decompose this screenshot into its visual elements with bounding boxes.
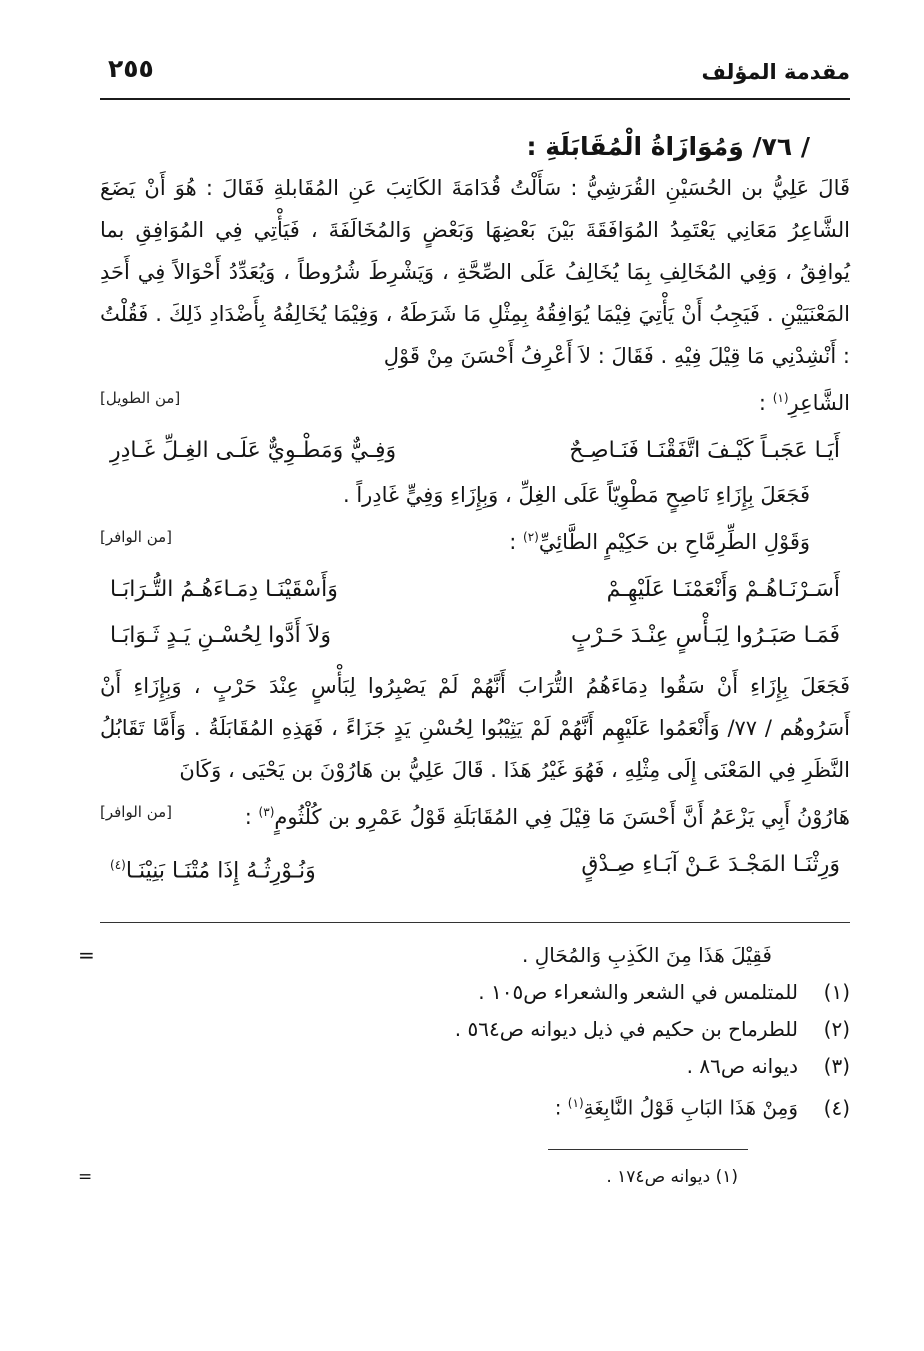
first-hemistich: أَسَـرْنَـاهُـمْ وَأَنْعَمْنَـا عَلَيْهِـمْ [606,577,840,602]
verse-intro-2 [100,516,850,563]
footnote-ref: (١) [772,391,789,405]
footnote-ref: (٣) [258,805,275,819]
text-line: فَجَعَلَ بِإِزَاءِ أَنْ سَقُوا دِمَاءَهُمُ التُّرَابَ أَنَّهُمْ لَمْ يَصْبِرُوا لِبَأْسٍ عِنْدَ حَرْبٍ ، وَبِإِزَاءِ أَنْ [100,674,850,698]
first-hemistich: فَمَـا صَبَـرُوا لِبَـأْسٍ عِنْـدَ حَـرْبٍ [571,623,840,648]
verse-commentary-1: فَجَعَلَ بِإِزَاءِ نَاصِحٍ مَطْوِيّاً عَلَى الغِلِّ ، وَبِإِزَاءِ وَفِيٍّ غَادِراً . [342,483,810,507]
first-hemistich: أَيَـا عَجَبـاً كَيْـفَ اتَّفَقْنَـا فَنَـاصِـحٌ [569,438,840,463]
text-line: تَقَابُلُ النَّظَرِ فِي المَعْنَى إِلَى مِثْلِهِ ، فَهُوَ غَيْرُ هَذَا . قَالَ عَلِيُّ بن هَارُوْنَ بن يَحْيَى ، وَكَانَ [100,716,850,782]
verse-line [100,567,850,613]
footnote-ref: (٤) [110,858,126,872]
continuation-mark: = [78,943,95,968]
second-hemistich: وَأَسْقَيْنَـا دِمَـاءَهُـمُ التُّـرَابَـا [110,577,338,602]
continuation-text: فَقِيْلَ هَذَا مِنَ الكَذِبِ وَالمُحَالِ . [522,943,772,968]
footnote-number: (٢) [823,1017,850,1042]
sub-footnote [78,1160,850,1194]
paragraph-2 [100,665,850,791]
verse-line [100,842,850,894]
footnote [100,1085,850,1127]
intro-text: هَارُوْنُ أَبِي يَزْعَمُ أَنَّ أَحْسَنَ مَا قِيْلَ فِي المُقَابَلَةِ قَوْلُ عَمْرِو بن كُلْثُومٍ [274,805,850,829]
footnote-text: للمتلمس في الشعر والشعراء ص١٠٥ . [478,980,798,1005]
footnote-number: (٣) [823,1054,850,1079]
intro-colon: : [244,805,259,829]
text-line: أَحْوَالاً فِي أَحَدِ المَعْنَيَيْنِ . فَيَجِبُ أَنْ يَأْتِيَ فِيْمَا يُوَافِقُهُ بِمِثْلِ مَا شَرَطَهُ ، وَفِيْمَا يُخَالِفُهُ [100,260,850,326]
page-header [100,48,850,100]
running-title: مقدمة المؤلف [701,60,850,84]
footnote-number: (٤) [823,1095,850,1120]
paragraph-1 [100,167,850,377]
text-line: أَسَرُوهُم / ٧٧/ وَأَنْعَمُوا عَلَيْهِم أَنَّهُمْ لَمْ يَثِيْبُوا لِحُسْنِ يَدٍ جَزَاءً ، فَهَذِهِ المُقَابَلَةُ . وَأَمَّا [152,716,850,740]
second-hemistich: وَلاَ أَدَّوا لِحُسْـنِ يَـدٍ ثَـوَابَـا [110,623,331,648]
first-hemistich: وَرِثْنَـا المَجْـدَ عَـنْ آبَـاءِ صِـدْقٍ [581,852,840,877]
footnote [100,974,850,1011]
verse-line [100,613,850,659]
verse-intro-1 [100,377,850,424]
intro-text: الشَّاعِرِ [788,391,850,415]
text-line: يَضَعَ الشَّاعِرُ مَعَانِي يَعْتَمِدُ المُوَافَقَةَ بَيْنَ بَعْضِهَا وَبَعْضٍ وَالمُخَالَفَةَ ، فَيَأْتِي فِي المُوَافِقِ [100,176,850,242]
verse-intro-3 [100,791,850,838]
footnote-continuation [78,937,850,974]
footnote-separator [100,922,850,923]
intro-colon: : [758,391,773,415]
verse-line [100,428,850,474]
footnotes [78,937,850,1127]
footnote-number: (١) [823,980,850,1005]
footnote [100,1011,850,1048]
page-number: ٢٥٥ [108,54,154,83]
sub-footnote-separator [548,1149,748,1150]
text-line: قَالَ عَلِيُّ بن الحُسَيْنِ القُرَشِيُّ : سَأَلْتُ قُدَامَةَ الكَاتِبَ عَنِ المُقَابلةِ فَقَالَ : هُوَ أَنْ [144,176,851,200]
meter-tag: [من الطويل] [100,389,181,407]
intro-text: وَقَوْلِ الطِّرِمَّاحِ بن حَكِيْمٍ الطَّائِيِّ [538,530,810,554]
footnote-ref: (٢) [523,530,539,544]
footnote [100,1048,850,1085]
footnote-text: وَمِنْ هَذَا البَابِ قَوْلُ النَّابِغَةِ [583,1095,798,1120]
meter-tag: [من الوافر] [100,803,173,821]
footnote-text: ديوانه ص٨٦ . [686,1054,798,1079]
sub-footnote-text: (١) ديوانه ص١٧٤ . [606,1166,738,1187]
footnote-ref: (١) [567,1096,584,1111]
footnote-text: للطرماح بن حكيم في ذيل ديوانه ص٥٦٤ . [454,1017,798,1042]
page [78,48,851,1194]
continuation-mark: = [78,1166,93,1187]
text-line: بما يُوافِقُ ، وَفِي المُخَالِفِ بِمَا يُخَالِفُ عَلَى الصِّحَّةِ ، وَيَشْرِطَ شُرُوطاً ، وَيُعَدِّدُ [100,218,850,284]
meter-tag: [من الوافر] [100,528,173,546]
second-hemistich [110,842,316,894]
text-line: بِأَضْدَادِ ذَلِكَ . فَقُلْتُ : أَنْشِدْنِي مَا قِيْلَ فِيْهِ . فَقَالَ : لاَ أَعْرِفُ أَحْسَنَ مِنْ قَوْلِ [100,302,850,368]
second-hemistich-text: وَنُـوْرِثُـهُ إِذَا مُتْنَـا بَنِيْنَـا [125,858,316,884]
footnote-colon: : [554,1095,568,1120]
intro-colon: : [509,530,523,554]
second-hemistich: وَفِـيٌّ وَمَطْـوِيٌّ عَلَـى الغِـلِّ غَـادِرِ [110,438,397,463]
section-heading: / ٧٦/ وَمُوَازَاةُ الْمُقَابَلَةِ : [526,132,810,161]
